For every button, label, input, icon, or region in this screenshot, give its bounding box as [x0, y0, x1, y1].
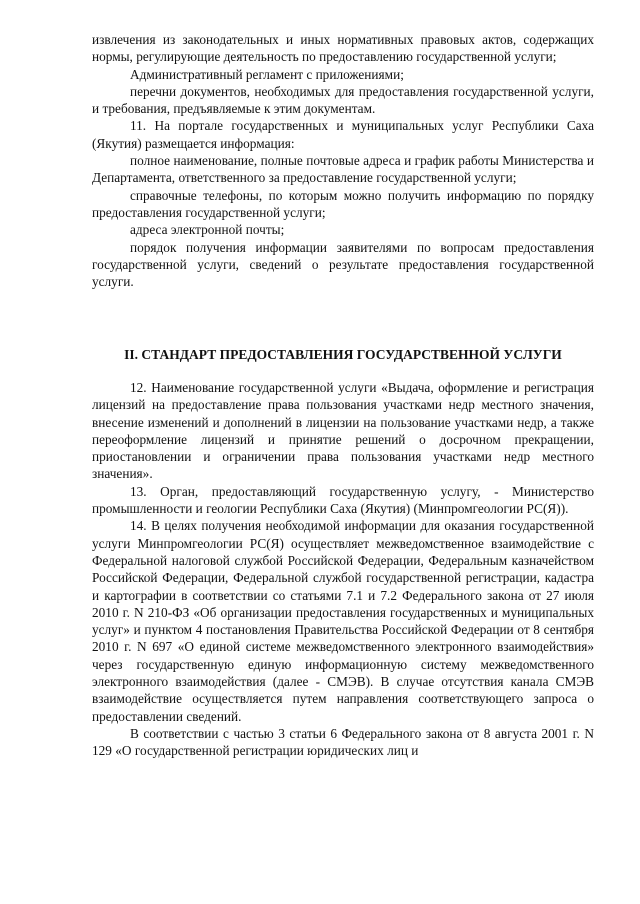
- body-section: [92, 379, 594, 760]
- section-heading-block: [92, 346, 594, 363]
- paragraph: перечни документов, необходимых для предоставления государственной услуги, и требования, предъявляемые к этим документам.: [92, 83, 594, 117]
- paragraph: порядок получения информации заявителями по вопросам предоставления государственной услуги, сведений о результате предоставления государственной услуги.: [92, 239, 594, 290]
- paragraph: 12. Наименование государственной услуги «Выдача, оформление и регистрация лицензий на предоставление права пользования участками недр местного значения, внесение изменений и дополнений в лицензии на пользование участками недр, а также переоформление лицензий и принятие решений о досрочном прекращении, приостановлении и ограничении права пользования участками недр местного значения».: [92, 380, 594, 482]
- paragraph: 11. На портале государственных и муниципальных услуг Республики Саха (Якутия) размещается информация:: [92, 118, 594, 151]
- paragraph: адреса электронной почты;: [130, 222, 285, 238]
- paragraph: В соответствии с частью 3 статьи 6 Федерального закона от 8 августа 2001 г. N 129 «О государственной регистрации юридических лиц и: [92, 725, 594, 759]
- paragraph: полное наименование, полные почтовые адреса и график работы Министерства и Департамента, ответственного за предоставление государственной услуги;: [92, 153, 594, 186]
- top-section: [92, 31, 594, 290]
- section-heading: II. СТАНДАРТ ПРЕДОСТАВЛЕНИЯ ГОСУДАРСТВЕННОЙ УСЛУГИ: [124, 347, 562, 362]
- paragraph: извлечения из законодательных и иных нормативных правовых актов, содержащих нормы, регулирующие деятельность по предоставлению государственной услуги;: [92, 32, 594, 65]
- paragraph: 14. В целях получения необходимой информации для оказания государственной услуги Минпромгеологии РС(Я) осуществляет межведомственное взаимодействие с Федеральной налоговой службой Российской Федерации, Федеральным казначейством Российской Федерации, Федеральной службой государственной регистрации, кадастра и картографии в соответствии со статьями 7.1 и 7.2 Федерального закона от 27 июля 2010 г. N 210-ФЗ «Об организации предоставления государственных и муниципальных услуг» и пунктом 4 постановления Правительства Российской Федерации от 8 сентября 2010 г. N 697 «О единой системе межведомственного электронного взаимодействия» через государственную единую информационную систему межведомственного электронного взаимодействия (далее - СМЭВ). В случае отсутствия канала СМЭВ взаимодействие осуществляется путем направления соответствующего запроса о предоставлении сведений.: [92, 518, 594, 724]
- paragraph: Административный регламент с приложениями;: [130, 66, 404, 82]
- paragraph: справочные телефоны, по которым можно получить информацию по порядку предоставления государственной услуги;: [92, 187, 594, 220]
- paragraph: 13. Орган, предоставляющий государственную услугу, - Министерство промышленности и геологии Республики Саха (Якутия) (Минпромгеологии РС(Я)).: [92, 483, 594, 517]
